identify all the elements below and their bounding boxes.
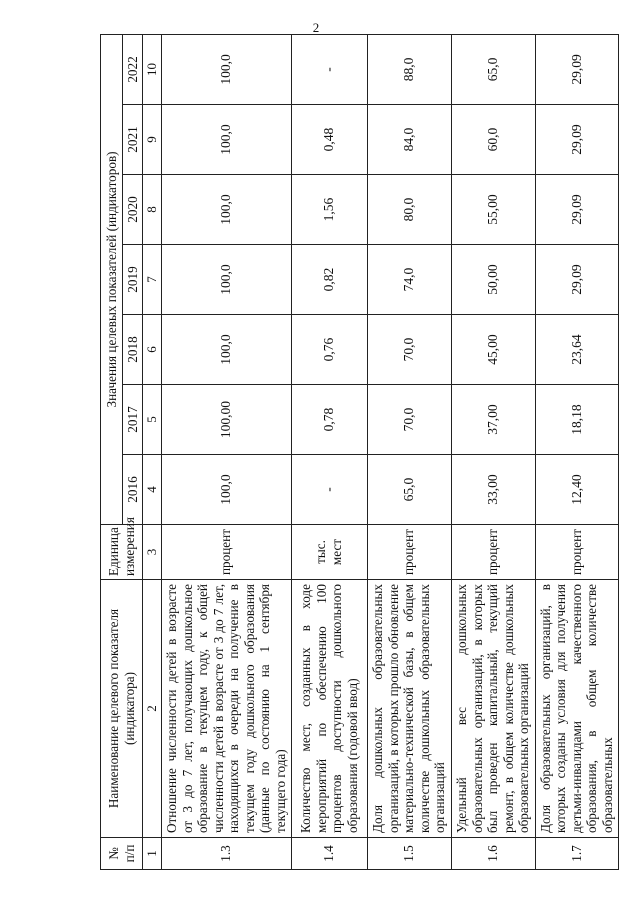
row-value: 23,64 (535, 315, 618, 385)
row-value: 88,0 (367, 34, 451, 104)
table-row (162, 34, 292, 869)
row-num: 1.3 (162, 838, 292, 870)
row-value: 0,78 (291, 385, 367, 455)
row-value: 100,0 (162, 34, 292, 104)
column-index: 8 (143, 175, 162, 245)
row-value: 100,0 (162, 315, 292, 385)
row-value: 55,00 (451, 175, 535, 245)
row-value: 65,0 (451, 34, 535, 104)
row-value: 70,0 (367, 315, 451, 385)
row-value: 100,0 (162, 455, 292, 525)
column-index: 5 (143, 385, 162, 455)
row-num: 1.4 (291, 838, 367, 870)
column-index: 2 (143, 580, 162, 838)
row-indicator-name: Количество мест, созданных в ходе мероприятий по обеспечению 100 процентов доступности дошкольного образования (годовой ввод) (291, 580, 367, 838)
column-index: 6 (143, 315, 162, 385)
row-value: 45,00 (451, 315, 535, 385)
row-indicator-name: Отношение численности детей в возрасте от 3 до 7 лет, получающих дошкольное образование в текущем году, к общей численности детей в возрасте от 3 до 7 лет, находящихся в очереди на получение в текущем году дошкольного образования (данные по состоянию на 1 сентября текущего года) (162, 580, 292, 838)
row-value: 100,0 (162, 245, 292, 315)
row-indicator-name: Доля дошкольных образовательных организаций, в которых прошло обновление материально-технической базы, в общем количестве дошкольных образовательных организаций (367, 580, 451, 838)
row-value: 12,40 (535, 455, 618, 525)
table-row (451, 34, 535, 869)
row-value: - (291, 455, 367, 525)
row-value: 60,0 (451, 105, 535, 175)
row-value: 50,00 (451, 245, 535, 315)
row-value: - (291, 34, 367, 104)
rotated-table-container (100, 35, 615, 870)
header-name: Наименование целевого показателя (индикатора) (101, 580, 143, 838)
header-unit: Единица измерения (101, 525, 143, 580)
row-value: 29,09 (535, 175, 618, 245)
row-value: 37,00 (451, 385, 535, 455)
row-unit: процент (535, 525, 618, 580)
header-year: 2016 (123, 455, 143, 525)
column-index: 3 (143, 525, 162, 580)
indicators-table (100, 34, 619, 870)
page-number: 2 (312, 20, 320, 35)
row-value: 0,82 (291, 245, 367, 315)
row-num: 1.6 (451, 838, 535, 870)
row-value: 0,76 (291, 315, 367, 385)
row-value: 100,0 (162, 175, 292, 245)
row-value: 29,09 (535, 34, 618, 104)
column-index: 7 (143, 245, 162, 315)
column-index-row (143, 34, 162, 869)
table-row (535, 34, 618, 869)
row-unit: процент (162, 525, 292, 580)
row-value: 0,48 (291, 105, 367, 175)
header-year: 2021 (123, 105, 143, 175)
row-value: 100,00 (162, 385, 292, 455)
column-index: 9 (143, 105, 162, 175)
row-num: 1.5 (367, 838, 451, 870)
row-value: 1,56 (291, 175, 367, 245)
row-unit: процент (451, 525, 535, 580)
header-num: № п/п (101, 838, 143, 870)
row-value: 65,0 (367, 455, 451, 525)
row-unit: тыс. мест (291, 525, 367, 580)
column-index: 10 (143, 34, 162, 104)
row-value: 70,0 (367, 385, 451, 455)
table-row (291, 34, 367, 869)
header-year: 2017 (123, 385, 143, 455)
row-value: 18,18 (535, 385, 618, 455)
row-indicator-name: Удельный вес дошкольных образовательных организаций, в которых был проведен капитальный, текущий ремонт, в общем количестве дошкольных образовательных организаций (451, 580, 535, 838)
row-value: 29,09 (535, 245, 618, 315)
header-year: 2022 (123, 34, 143, 104)
row-value: 74,0 (367, 245, 451, 315)
row-unit: процент (367, 525, 451, 580)
row-num: 1.7 (535, 838, 618, 870)
header-year: 2018 (123, 315, 143, 385)
row-value: 100,0 (162, 105, 292, 175)
table-row (367, 34, 451, 869)
row-value: 80,0 (367, 175, 451, 245)
column-index: 1 (143, 838, 162, 870)
header-year: 2019 (123, 245, 143, 315)
row-indicator-name: Доля образовательных организаций, в которых созданы условия для получения детьми-инвалидами качественного образования, в общем количестве образовательных (535, 580, 618, 838)
row-value: 84,0 (367, 105, 451, 175)
row-value: 29,09 (535, 105, 618, 175)
header-year: 2020 (123, 175, 143, 245)
row-value: 33,00 (451, 455, 535, 525)
column-index: 4 (143, 455, 162, 525)
header-values-group: Значения целевых показателей (индикаторов) (101, 34, 123, 524)
